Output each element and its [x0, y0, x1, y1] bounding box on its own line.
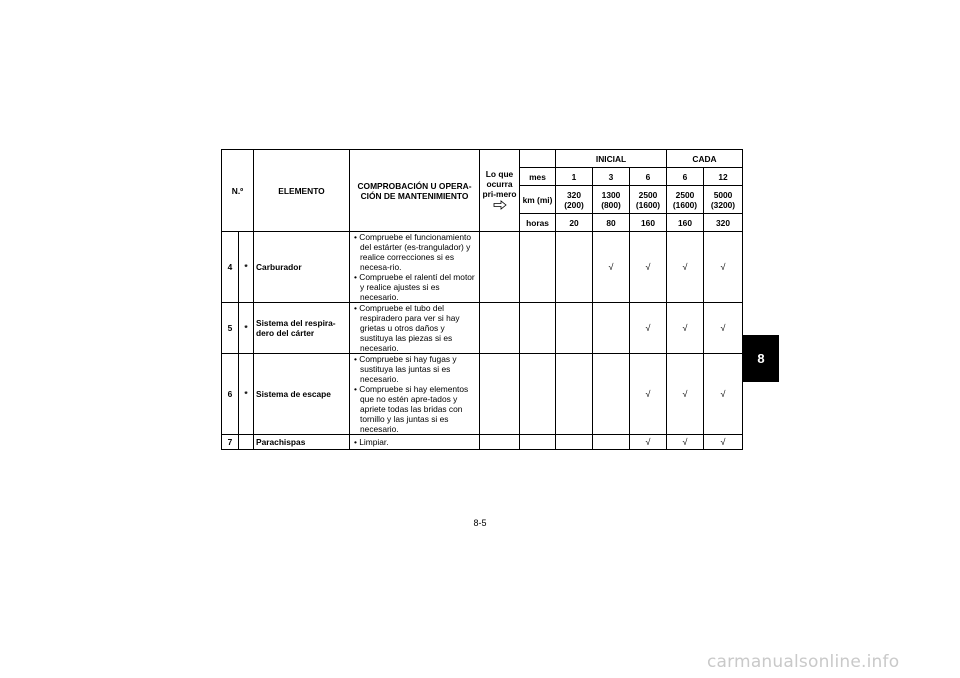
interval-cell: 160	[667, 214, 704, 232]
item-checks	[350, 435, 480, 450]
mark-cell: √	[704, 232, 743, 303]
interval-cell: 6	[630, 168, 667, 186]
check-bullet: • Limpiar.	[352, 437, 477, 447]
mark-cell: √	[667, 232, 704, 303]
header-check: COMPROBACIÓN U OPERA-CIÓN DE MANTENIMIENTO	[350, 150, 480, 232]
item-number: 6	[222, 354, 239, 435]
mark-cell	[480, 232, 520, 303]
mark-cell	[480, 435, 520, 450]
item-star: *	[239, 354, 254, 435]
check-bullet: • Compruebe el ralentí del motor y realice ajustes si es necesario.	[352, 272, 477, 302]
item-star	[239, 435, 254, 450]
mark-cell: √	[667, 354, 704, 435]
item-checks	[350, 232, 480, 303]
header-every: CADA	[667, 150, 743, 168]
mark-cell	[520, 435, 556, 450]
mark-cell	[593, 435, 630, 450]
table-row	[222, 232, 743, 303]
mark-cell: √	[593, 232, 630, 303]
interval-cell: 320	[704, 214, 743, 232]
interval-cell: 80	[593, 214, 630, 232]
mark-cell: √	[630, 435, 667, 450]
item-number: 4	[222, 232, 239, 303]
header-blank	[520, 150, 556, 168]
mark-cell	[556, 303, 593, 354]
item-checks	[350, 303, 480, 354]
header-whichever-first-label: Lo que ocurra pri-mero	[482, 169, 517, 199]
interval-cell: 320 (200)	[556, 186, 593, 214]
check-bullet: • Compruebe el tubo del respiradero para ver si hay grietas u otros daños y sustituya las piezas si es necesario.	[352, 303, 477, 353]
mark-cell	[593, 354, 630, 435]
mark-cell	[556, 354, 593, 435]
mark-cell	[480, 354, 520, 435]
interval-cell: 5000 (3200)	[704, 186, 743, 214]
header-row-1	[222, 150, 743, 168]
unit-km: km (mi)	[520, 186, 556, 214]
item-name: Parachispas	[254, 435, 350, 450]
table-row	[222, 435, 743, 450]
interval-cell: 3	[593, 168, 630, 186]
unit-hours: horas	[520, 214, 556, 232]
header-initial: INICIAL	[556, 150, 667, 168]
page-number: 8-5	[473, 518, 487, 528]
item-number: 5	[222, 303, 239, 354]
item-number: 7	[222, 435, 239, 450]
header-element: ELEMENTO	[254, 150, 350, 232]
interval-cell: 12	[704, 168, 743, 186]
item-star: *	[239, 232, 254, 303]
mark-cell	[556, 232, 593, 303]
maintenance-table	[221, 149, 743, 450]
arrow-right-icon	[482, 200, 517, 212]
item-name: Sistema del respira-dero del cárter	[254, 303, 350, 354]
check-bullet: • Compruebe si hay elementos que no estén apre-tados y apriete todas las bridas con tornillo y las juntas si es necesario.	[352, 384, 477, 434]
header-whichever-first	[480, 150, 520, 232]
check-bullet: • Compruebe si hay fugas y sustituya las juntas si es necesario.	[352, 354, 477, 384]
watermark: carmanualsonline.info	[707, 652, 900, 672]
interval-cell: 1	[556, 168, 593, 186]
mark-cell	[520, 303, 556, 354]
mark-cell: √	[704, 435, 743, 450]
item-checks	[350, 354, 480, 435]
item-star: *	[239, 303, 254, 354]
mark-cell: √	[630, 232, 667, 303]
header-no: N.º	[222, 150, 254, 232]
mark-cell	[556, 435, 593, 450]
interval-cell: 160	[630, 214, 667, 232]
mark-cell	[520, 354, 556, 435]
mark-cell: √	[704, 354, 743, 435]
mark-cell: √	[630, 354, 667, 435]
mark-cell	[593, 303, 630, 354]
mark-cell: √	[630, 303, 667, 354]
mark-cell: √	[704, 303, 743, 354]
item-name: Sistema de escape	[254, 354, 350, 435]
interval-cell: 2500 (1600)	[667, 186, 704, 214]
chapter-tab: 8	[743, 335, 779, 382]
item-name: Carburador	[254, 232, 350, 303]
interval-cell: 6	[667, 168, 704, 186]
check-bullet: • Compruebe el funcionamiento del estárter (es-trangulador) y realice correcciones si es necesa-rio.	[352, 232, 477, 272]
interval-cell: 2500 (1600)	[630, 186, 667, 214]
unit-month: mes	[520, 168, 556, 186]
interval-cell: 20	[556, 214, 593, 232]
mark-cell	[480, 303, 520, 354]
table-row	[222, 303, 743, 354]
interval-cell: 1300 (800)	[593, 186, 630, 214]
mark-cell: √	[667, 303, 704, 354]
table-row	[222, 354, 743, 435]
mark-cell	[520, 232, 556, 303]
mark-cell: √	[667, 435, 704, 450]
